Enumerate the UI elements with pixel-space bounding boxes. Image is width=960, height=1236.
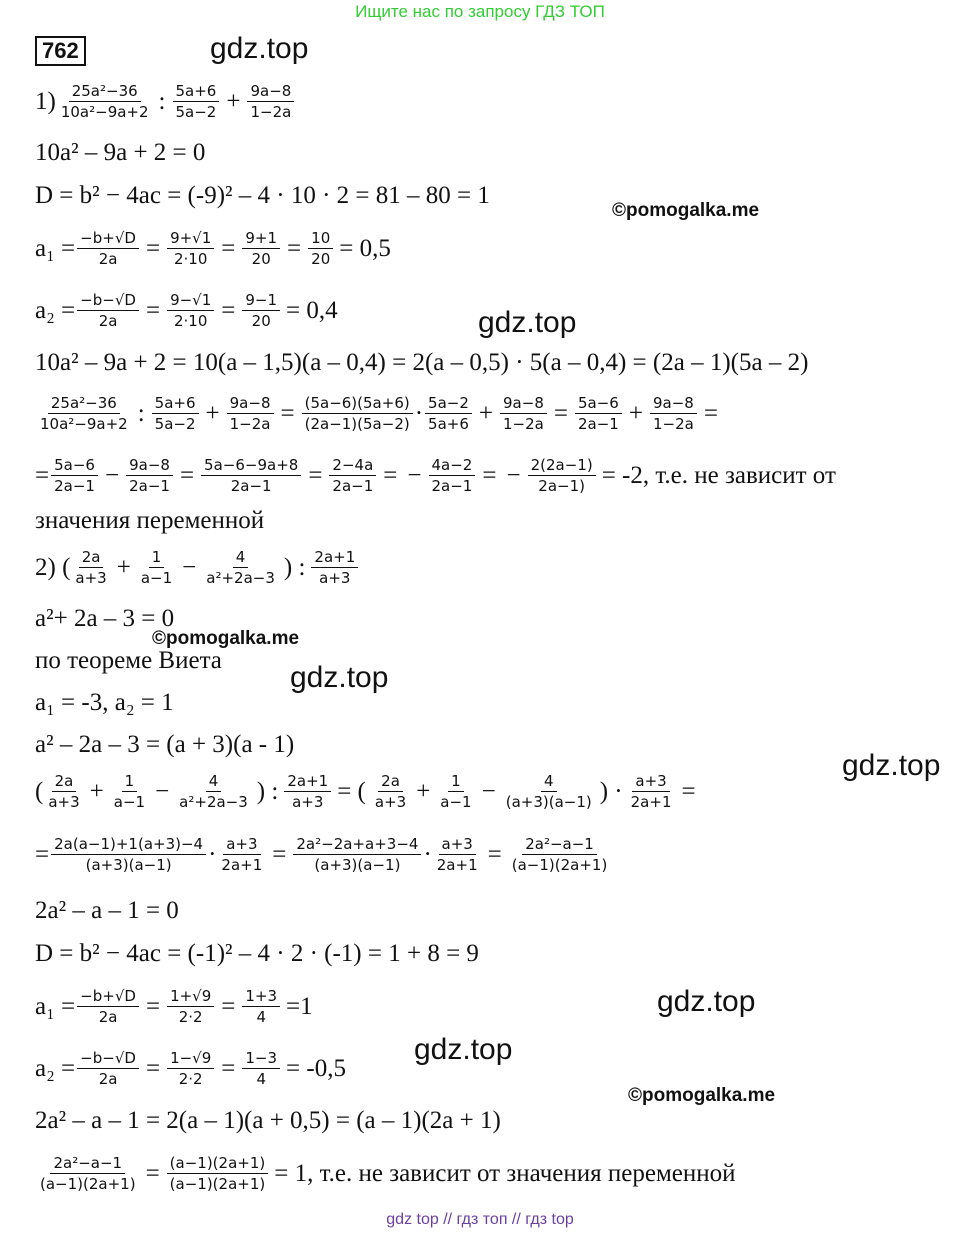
fraction <box>329 456 376 495</box>
denominator: 1−2a <box>652 415 694 433</box>
operator: ) · <box>599 777 623 805</box>
numerator: −b+√D <box>77 229 139 249</box>
factorization: 10a² – 9a + 2 = 10(a – 1,5)(a – 0,4) = 2(a – 0,5) · 5(a – 0,4) = (2a – 1)(5a – 2) <box>35 349 809 376</box>
fraction <box>284 772 331 811</box>
result: = -0,5 <box>286 1054 346 1082</box>
conclusion: значения переменной <box>35 507 265 534</box>
numerator: 2a+1 <box>284 772 331 792</box>
numerator: 1 <box>122 772 138 792</box>
operator: : <box>158 87 166 115</box>
fraction <box>218 835 265 874</box>
denominator: (a−1)(2a+1) <box>511 856 608 874</box>
fraction <box>77 1049 139 1088</box>
operator: − <box>481 777 496 805</box>
solution-step <box>35 772 701 811</box>
numerator: 9a−8 <box>227 394 274 414</box>
root-label: a₂ = <box>35 296 76 324</box>
fraction <box>167 229 214 268</box>
root-label: a₁ = <box>35 992 76 1020</box>
roots: a₁ = -3, a₂ = 1 <box>35 689 174 716</box>
operator: − <box>155 777 170 805</box>
denominator: (a+3)(a−1) <box>505 793 592 811</box>
denominator: 2·10 <box>173 312 208 330</box>
operator: = <box>272 840 287 868</box>
numerator: 5a+6 <box>152 394 199 414</box>
numerator: 2(2a−1) <box>528 456 596 476</box>
denominator: 5a+6 <box>428 415 469 433</box>
numerator: 2−4a <box>329 456 376 476</box>
operator: = <box>145 296 161 324</box>
fraction <box>528 456 596 495</box>
operator: = <box>280 399 295 427</box>
denominator: a²+2a−3 <box>179 793 248 811</box>
operator: · <box>208 840 217 868</box>
numerator: a+3 <box>439 835 476 855</box>
numerator: 5a−6 <box>51 456 98 476</box>
denominator: (a−1)(2a+1) <box>40 1175 136 1193</box>
denominator: 2·2 <box>178 1008 203 1026</box>
watermark-gdz: gdz.top <box>657 985 756 1018</box>
fraction <box>167 1049 214 1088</box>
operator: = <box>145 1054 161 1082</box>
operator: ) : <box>256 777 279 805</box>
fraction <box>37 1154 139 1193</box>
numerator: 9a−8 <box>500 394 547 414</box>
fraction <box>201 456 301 495</box>
numerator: 5a−2 <box>425 394 472 414</box>
watermark-gdz: gdz.top <box>290 661 389 694</box>
result: =1 <box>286 992 313 1020</box>
denominator: 1−2a <box>503 415 544 433</box>
operator: = <box>553 399 568 427</box>
fraction <box>167 291 214 330</box>
numerator: 4 <box>206 772 222 792</box>
fraction <box>293 835 421 874</box>
denominator: a+3 <box>292 793 324 811</box>
denominator: 2a+1 <box>630 793 672 811</box>
root-label: a₁ = <box>35 234 76 262</box>
numerator: 9a−8 <box>126 456 173 476</box>
fraction <box>628 772 675 811</box>
numerator: 5a+6 <box>173 82 220 102</box>
operator: = <box>35 461 50 489</box>
fraction <box>58 82 152 121</box>
operator: = <box>221 1054 236 1082</box>
numerator: −b+√D <box>77 987 139 1007</box>
operator: = <box>221 296 236 324</box>
numerator: 1+√9 <box>167 987 214 1007</box>
numerator: 2a²−a−1 <box>522 835 597 855</box>
operator: = <box>145 992 161 1020</box>
vieta-text: по теореме Виета <box>35 647 222 674</box>
exercise-number: 762 <box>35 36 86 66</box>
fraction <box>437 772 474 811</box>
operator: = <box>703 399 718 427</box>
operator: = <box>482 461 497 489</box>
root-label: a₂ = <box>35 1054 76 1082</box>
denominator: a+3 <box>374 793 407 811</box>
operator: = <box>221 234 236 262</box>
discriminant: D = b² − 4ac = (-9)² – 4 · 10 · 2 = 81 – 80 = 1 <box>35 182 490 209</box>
numerator: a+3 <box>223 835 260 855</box>
operator: − <box>407 461 422 489</box>
numerator: (5a−6)(5a+6) <box>302 394 413 414</box>
fraction <box>425 394 472 433</box>
denominator: 2a <box>98 1070 118 1088</box>
denominator: 2a+1 <box>436 856 478 874</box>
operator: = <box>35 840 50 868</box>
fraction <box>247 82 294 121</box>
operator: = <box>681 777 696 805</box>
denominator: 2a−1 <box>431 477 473 495</box>
result: = 0,5 <box>339 234 391 262</box>
part1-label: 1) <box>35 87 56 115</box>
denominator: (2a−1)(5a−2) <box>304 415 410 433</box>
watermark-gdz: gdz.top <box>478 306 577 339</box>
denominator: 1−2a <box>250 103 292 121</box>
denominator: a−1 <box>113 793 146 811</box>
denominator: 20 <box>251 250 271 268</box>
numerator: 9−1 <box>242 291 280 311</box>
fraction <box>575 394 622 433</box>
solution-step <box>35 835 612 874</box>
fraction <box>173 82 220 121</box>
operator: − <box>506 461 521 489</box>
numerator: 2a(a−1)+1(a+3)−4 <box>51 835 206 855</box>
operator: = <box>487 840 502 868</box>
fraction <box>138 548 175 587</box>
operator: ) : <box>283 553 306 581</box>
result: = 1, т.е. не зависит от значения переменной <box>274 1159 736 1187</box>
denominator: 2a−1 <box>230 477 272 495</box>
fraction <box>650 394 697 433</box>
denominator: 10a²−9a+2 <box>60 103 149 121</box>
result: = -2, т.е. не зависит от <box>601 461 836 489</box>
numerator: 9a−8 <box>650 394 697 414</box>
operator: − <box>104 461 120 489</box>
fraction <box>434 835 481 874</box>
part1-expression <box>35 82 296 121</box>
factorization: a² – 2a – 3 = (a + 3)(a - 1) <box>35 731 295 758</box>
operator: + <box>226 87 241 115</box>
operator: = <box>145 1159 160 1187</box>
numerator: (a−1)(2a+1) <box>167 1154 269 1174</box>
fraction <box>242 291 280 330</box>
denominator: 2a <box>98 250 118 268</box>
fraction <box>51 835 206 874</box>
numerator: 2a+1 <box>311 548 358 568</box>
denominator: a²+2a−3 <box>206 569 275 587</box>
operator: = <box>383 461 398 489</box>
operator: = <box>179 461 195 489</box>
watermark-gdz: gdz.top <box>842 749 941 782</box>
numerator: 1−√9 <box>167 1049 214 1069</box>
root-a2 <box>35 291 338 330</box>
operator: ( <box>35 777 44 805</box>
numerator: 2a²−2a+a+3−4 <box>293 835 421 855</box>
operator: + <box>416 777 431 805</box>
fraction <box>372 772 409 811</box>
numerator: a+3 <box>632 772 669 792</box>
numerator: 2a²−a−1 <box>50 1154 125 1174</box>
result: = 0,4 <box>286 296 338 324</box>
numerator: 4a−2 <box>429 456 476 476</box>
fraction <box>242 229 280 268</box>
denominator: (a−1)(2a+1) <box>169 1175 266 1193</box>
numerator: 1 <box>149 548 165 568</box>
numerator: 1−3 <box>242 1049 280 1069</box>
denominator: a−1 <box>140 569 173 587</box>
denominator: 10a²−9a+2 <box>40 415 128 433</box>
fraction <box>302 394 413 433</box>
operator: : <box>137 399 145 427</box>
part2-expression <box>35 548 360 587</box>
denominator: (a+3)(a−1) <box>85 856 172 874</box>
fraction <box>203 548 278 587</box>
fraction <box>37 394 131 433</box>
discriminant: D = b² − 4ac = (-1)² – 4 · 2 · (-1) = 1 + 8 = 9 <box>35 940 479 967</box>
numerator: −b−√D <box>77 291 139 311</box>
fraction <box>167 1154 269 1193</box>
fraction <box>509 835 611 874</box>
operator: + <box>116 553 131 581</box>
denominator: 2a <box>98 312 118 330</box>
fraction <box>242 1049 280 1088</box>
equation: 2a² – a – 1 = 0 <box>35 897 179 924</box>
root-a2 <box>35 1049 346 1088</box>
fraction <box>311 548 358 587</box>
denominator: 2a+1 <box>221 856 263 874</box>
denominator: 2a−1 <box>54 477 95 495</box>
operator: + <box>628 399 643 427</box>
numerator: 10 <box>308 229 333 249</box>
operator: · <box>423 840 432 868</box>
numerator: 9+√1 <box>167 229 214 249</box>
watermark-copyright: ©pomogalka.me <box>152 628 300 649</box>
numerator: 9a−8 <box>247 82 294 102</box>
fraction <box>45 772 82 811</box>
numerator: 2a <box>52 772 77 792</box>
fraction <box>429 456 476 495</box>
factorization: 2a² – a – 1 = 2(a – 1)(a + 0,5) = (a – 1)(2a + 1) <box>35 1107 501 1134</box>
denominator: a−1 <box>440 793 472 811</box>
watermark-gdz: gdz.top <box>210 32 309 65</box>
fraction <box>126 456 173 495</box>
denominator: a+3 <box>319 569 351 587</box>
operator: − <box>182 553 197 581</box>
numerator: 25a²−36 <box>48 394 120 414</box>
denominator: (a+3)(a−1) <box>314 856 401 874</box>
footer-links[interactable]: gdz top // гдз топ // гдз top <box>386 1211 574 1228</box>
equation: a²+ 2a – 3 = 0 <box>35 605 175 632</box>
fraction <box>167 987 214 1026</box>
denominator: 20 <box>251 312 271 330</box>
watermark-copyright: ©pomogalka.me <box>628 1085 776 1106</box>
denominator: 2a−1 <box>577 415 619 433</box>
fraction <box>308 229 333 268</box>
numerator: 25a²−36 <box>69 82 141 102</box>
operator: = <box>145 234 161 262</box>
numerator: 9+1 <box>242 229 280 249</box>
numerator: 4 <box>233 548 249 568</box>
fraction <box>77 291 139 330</box>
fraction <box>152 394 199 433</box>
numerator: 5a−6 <box>575 394 622 414</box>
solution-step <box>35 456 836 495</box>
operator: = <box>287 234 302 262</box>
denominator: 20 <box>311 250 331 268</box>
denominator: 1−2a <box>229 415 271 433</box>
fraction <box>72 548 109 587</box>
fraction <box>77 987 139 1026</box>
equation: 10a² – 9a + 2 = 0 <box>35 139 206 166</box>
denominator: 2·2 <box>178 1070 203 1088</box>
denominator: a+3 <box>48 793 80 811</box>
denominator: 4 <box>256 1070 266 1088</box>
denominator: 5a−2 <box>175 103 217 121</box>
watermark-gdz: gdz.top <box>414 1033 513 1066</box>
operator: · <box>414 399 424 427</box>
numerator: 9−√1 <box>167 291 214 311</box>
fraction <box>242 987 280 1026</box>
denominator: 5a−2 <box>154 415 196 433</box>
fraction <box>500 394 547 433</box>
operator: = ( <box>337 777 366 805</box>
numerator: 5a−6−9a+8 <box>201 456 301 476</box>
fraction <box>227 394 274 433</box>
numerator: 2a <box>378 772 403 792</box>
numerator: 4 <box>541 772 557 792</box>
root-a1 <box>35 987 313 1026</box>
operator: + <box>478 399 494 427</box>
denominator: 2a−1) <box>538 477 585 495</box>
operator: + <box>89 777 104 805</box>
denominator: 2a−1 <box>129 477 170 495</box>
operator: = <box>221 992 236 1020</box>
operator: = <box>308 461 323 489</box>
final-result <box>35 1154 736 1193</box>
top-banner[interactable]: Ищите нас по запросу ГДЗ ТОП <box>355 2 605 21</box>
denominator: 4 <box>256 1008 266 1026</box>
fraction <box>51 456 98 495</box>
numerator: 2a <box>79 548 104 568</box>
denominator: a+3 <box>75 569 107 587</box>
denominator: 2a <box>98 1008 118 1026</box>
root-a1 <box>35 229 391 268</box>
numerator: 1 <box>448 772 464 792</box>
solution-step <box>35 394 723 433</box>
fraction <box>77 229 139 268</box>
denominator: 2·10 <box>173 250 208 268</box>
numerator: 1+3 <box>242 987 280 1007</box>
operator: + <box>205 399 220 427</box>
part2-label: 2) ( <box>35 553 71 581</box>
fraction <box>111 772 148 811</box>
fraction <box>503 772 595 811</box>
numerator: −b−√D <box>77 1049 139 1069</box>
fraction <box>176 772 251 811</box>
watermark-copyright: ©pomogalka.me <box>612 200 760 221</box>
denominator: 2a−1 <box>332 477 374 495</box>
